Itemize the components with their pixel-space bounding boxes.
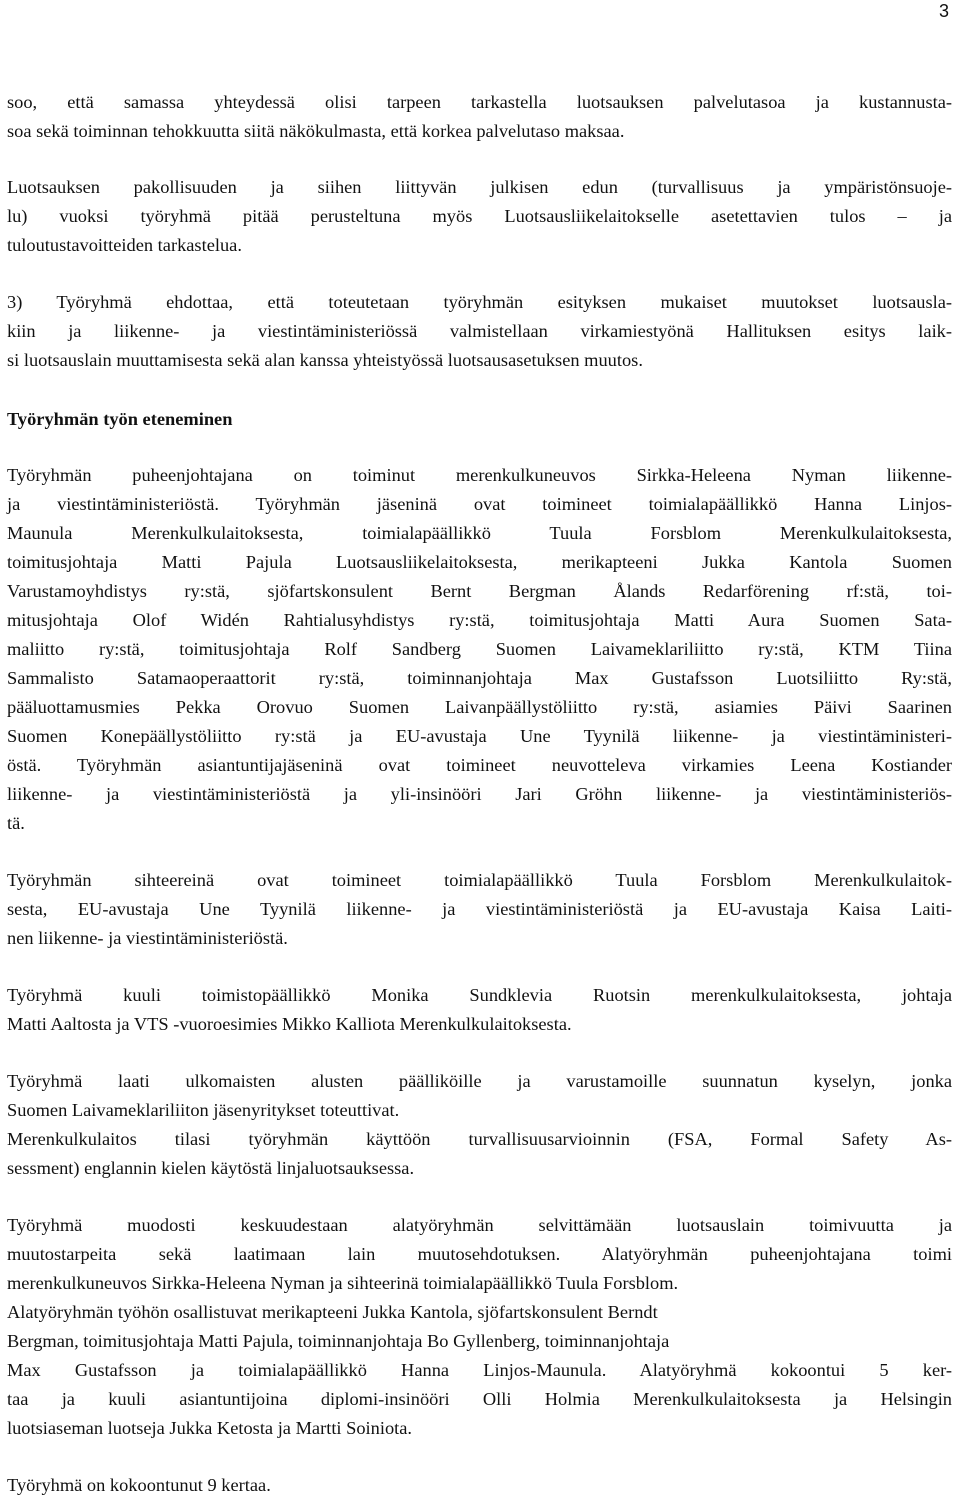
- section-heading: Työryhmän työn eteneminen: [7, 409, 233, 429]
- paragraph-line: liikenne- ja viestintäministeriöstä ja yli-insinööri Jari Gröhn liikenne- ja viestintäministeriös-: [7, 784, 952, 804]
- paragraph-line: maliitto ry:stä, toimitusjohtaja Rolf Sandberg Suomen Laivameklariliitto ry:stä, KTM Tiina: [7, 639, 952, 659]
- paragraph-line: Merenkulkulaitos tilasi työryhmän käyttöön turvallisuusarvioinnin (FSA, Formal Safety As-: [7, 1129, 952, 1149]
- paragraph-line: taa ja kuuli asiantuntijoina diplomi-insinööri Olli Holmia Merenkulkulaitoksesta ja Helsingin: [7, 1389, 952, 1409]
- paragraph-line: Työryhmä muodosti keskuudestaan alatyöryhmän selvittämään luotsauslain toimivuutta ja: [7, 1215, 952, 1235]
- paragraph-line: Suomen Laivameklariliiton jäsenyritykset toteuttivat.: [7, 1100, 400, 1120]
- paragraph-line: Työryhmän sihteereinä ovat toimineet toimialapäällikkö Tuula Forsblom Merenkulkulaitok-: [7, 870, 952, 890]
- page-number: 3: [938, 1, 949, 21]
- paragraph-line: Sammalisto Satamaoperaattorit ry:stä, toiminnanjohtaja Max Gustafsson Luotsiliitto Ry:stä,: [7, 668, 952, 688]
- paragraph-line: pääluottamusmies Pekka Orovuo Suomen Laivanpäällystöliitto ry:stä, asiamies Päivi Saarinen: [7, 697, 952, 717]
- paragraph-line: Työryhmän puheenjohtajana on toiminut merenkulkuneuvos Sirkka-Heleena Nyman liikenne-: [7, 465, 952, 485]
- paragraph-line: mitusjohtaja Olof Widén Rahtialusyhdistys ry:stä, toimitusjohtaja Matti Aura Suomen Sata-: [7, 610, 952, 630]
- paragraph-line: 3) Työryhmä ehdottaa, että toteutetaan työryhmän esityksen mukaiset muutokset luotsausla-: [7, 292, 952, 312]
- paragraph-line: tä.: [7, 813, 25, 833]
- paragraph-line: luotsiaseman luotseja Jukka Ketosta ja Martti Soiniota.: [7, 1418, 413, 1438]
- paragraph-line: nen liikenne- ja viestintäministeriöstä.: [7, 928, 288, 948]
- paragraph-line: Työryhmä on kokoontunut 9 kertaa.: [7, 1475, 271, 1495]
- paragraph-line: muutostarpeita sekä laatimaan lain muutosehdotuksen. Alatyöryhmän puheenjohtajana toimi: [7, 1244, 952, 1264]
- paragraph-line: Matti Aaltosta ja VTS -vuoroesimies Mikko Kalliota Merenkulkulaitoksesta.: [7, 1014, 572, 1034]
- paragraph-line: östä. Työryhmän asiantuntijajäseninä ovat toimineet neuvotteleva virkamies Leena Kostiander: [7, 755, 952, 775]
- paragraph-line: lu) vuoksi työryhmä pitää perusteltuna myös Luotsausliikelaitokselle asetettavien tulos – ja: [7, 206, 952, 226]
- paragraph-line: Max Gustafsson ja toimialapäällikkö Hanna Linjos-Maunula. Alatyöryhmä kokoontui 5 ker-: [7, 1360, 952, 1380]
- paragraph-line: tuloutustavoitteiden tarkastelua.: [7, 235, 242, 255]
- paragraph-line: merenkulkuneuvos Sirkka-Heleena Nyman ja sihteerinä toimialapäällikkö Tuula Forsblom.: [7, 1273, 679, 1293]
- paragraph-line: Bergman, toimitusjohtaja Matti Pajula, toiminnanjohtaja Bo Gyllenberg, toiminnanjohtaja: [7, 1331, 670, 1351]
- paragraph-line: si luotsauslain muuttamisesta sekä alan kanssa yhteistyössä luotsausasetuksen muutos.: [7, 350, 643, 370]
- paragraph-line: Maunula Merenkulkulaitoksesta, toimialapäällikkö Tuula Forsblom Merenkulkulaitoksesta,: [7, 523, 952, 543]
- paragraph-line: ja viestintäministeriöstä. Työryhmän jäseninä ovat toimineet toimialapäällikkö Hanna Linjos-: [7, 494, 952, 514]
- paragraph-line: sessment) englannin kielen käytöstä linjaluotsauksessa.: [7, 1158, 415, 1178]
- paragraph-line: sesta, EU-avustaja Une Tyynilä liikenne- ja viestintäministeriöstä ja EU-avustaja Kaisa Laiti-: [7, 899, 952, 919]
- paragraph-line: Alatyöryhmän työhön osallistuvat merikapteeni Jukka Kantola, sjöfartskonsulent Berndt: [7, 1302, 658, 1322]
- paragraph-line: Luotsauksen pakollisuuden ja siihen liittyvän julkisen edun (turvallisuus ja ympäristönsuoje-: [7, 177, 952, 197]
- paragraph-line: Varustamoyhdistys ry:stä, sjöfartskonsulent Bernt Bergman Ålands Redarförening rf:stä, toi-: [7, 581, 952, 601]
- paragraph-line: soo, että samassa yhteydessä olisi tarpeen tarkastella luotsauksen palvelutasoa ja kustannusta-: [7, 92, 952, 112]
- paragraph-line: Suomen Konepäällystöliitto ry:stä ja EU-avustaja Une Tyynilä liikenne- ja viestintäministeri-: [7, 726, 952, 746]
- paragraph-line: kiin ja liikenne- ja viestintäministeriössä valmistellaan virkamiestyönä Hallituksen esitys laik-: [7, 321, 952, 341]
- paragraph-line: Työryhmä laati ulkomaisten alusten päälliköille ja varustamoille suunnatun kyselyn, jonka: [7, 1071, 952, 1091]
- paragraph-line: Työryhmä kuuli toimistopäällikkö Monika Sundklevia Ruotsin merenkulkulaitoksesta, johtaja: [7, 985, 952, 1005]
- paragraph-line: soa sekä toiminnan tehokkuutta siitä näkökulmasta, että korkea palvelutaso maksaa.: [7, 121, 625, 141]
- paragraph-line: toimitusjohtaja Matti Pajula Luotsausliikelaitoksesta, merikapteeni Jukka Kantola Suomen: [7, 552, 952, 572]
